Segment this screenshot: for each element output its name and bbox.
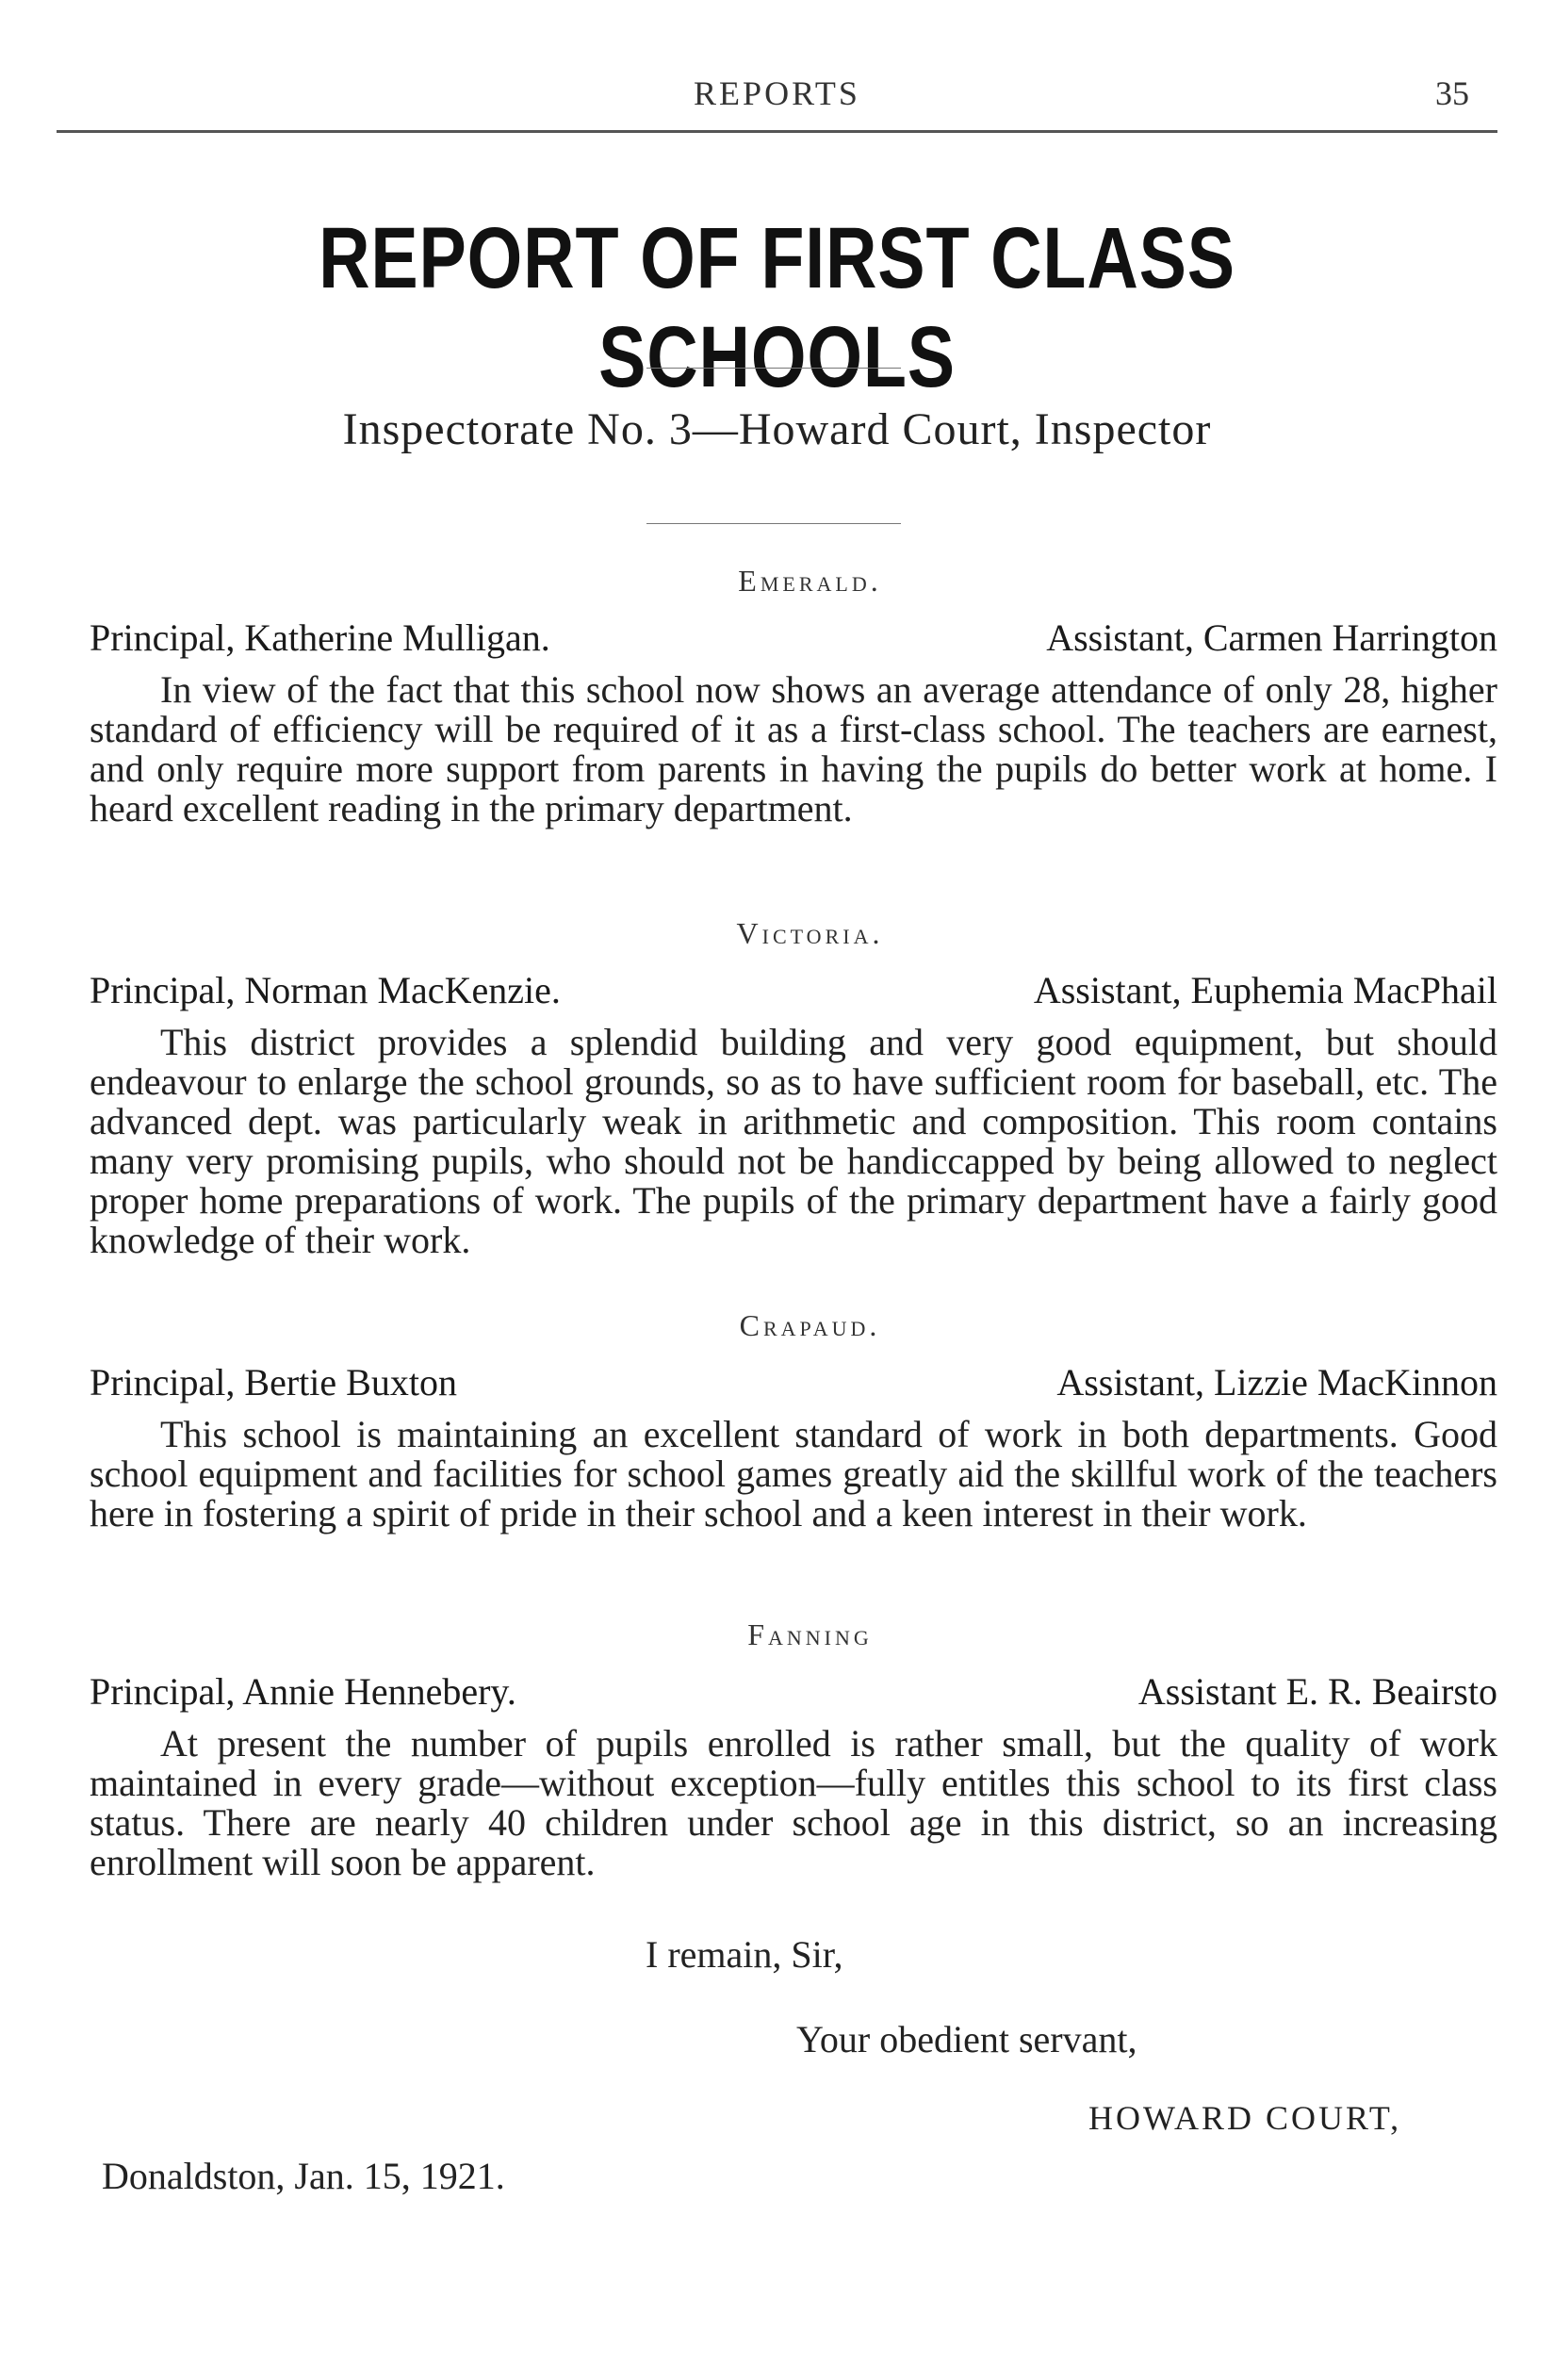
page-subtitle: Inspectorate No. 3—Howard Court, Inspector	[342, 404, 1212, 454]
school-section-crapaud	[90, 1308, 1497, 1534]
school-name: Victoria.	[736, 916, 884, 950]
place-date: Donaldston, Jan. 15, 1921.	[102, 2155, 505, 2197]
school-section-fanning	[90, 1617, 1497, 1882]
page-title: REPORT OF FIRST CLASS SCHOOLS	[319, 210, 1235, 405]
signature: HOWARD COURT,	[1088, 2099, 1402, 2137]
principal-name: Principal, Bertie Buxton	[90, 1361, 457, 1403]
school-report-paragraph: At present the number of pupils enrolled is rather small, but the quality of work maintained in every grade—without exception—fully entitles this school to its first class status. There are nearly 40 children under school age in this district, so an increasing enrollment will soon be apparent.	[90, 1722, 1497, 1883]
principal-name: Principal, Norman MacKenzie.	[90, 969, 561, 1011]
school-section-emerald	[90, 564, 1497, 829]
staff-line	[90, 616, 1497, 663]
subtitle-divider	[646, 523, 901, 524]
running-title: REPORTS	[694, 74, 860, 112]
school-report-paragraph: This school is maintaining an excellent standard of work in both departments. Good school equipment and facilities for school games greatly aid the skillful work of the teachers here in fostering a spirit of pride in their school and a keen interest in their work.	[90, 1413, 1497, 1535]
staff-line	[90, 968, 1497, 1015]
principal-name: Principal, Katherine Mulligan.	[90, 616, 550, 659]
school-name: Crapaud.	[739, 1308, 881, 1342]
school-report-paragraph: This district provides a splendid building and very good equipment, but should endeavour to enlarge the school grounds, so as to have sufficient room for baseball, etc. The advanced dept. was particularly weak in arithmetic and composition. This room contains many very promising pupils, who should not be handiccapped by being allowed to neglect proper home preparations of work. The pupils of the primary department have a fairly good knowledge of their work.	[90, 1021, 1497, 1261]
assistant-name: Assistant, Lizzie MacKinnon	[1056, 1361, 1497, 1403]
title-divider	[646, 368, 901, 369]
school-report-paragraph: In view of the fact that this school now shows an average attendance of only 28, higher standard of efficiency will be required of it as a first-class school. The teachers are earnest, and only require more support from parents in having the pupils do better work at home. I heard excellent reading in the primary department.	[90, 668, 1497, 829]
school-name: Fanning	[747, 1617, 873, 1651]
closing-servant: Your obedient servant,	[796, 2018, 1137, 2060]
assistant-name: Assistant E. R. Beairsto	[1137, 1670, 1497, 1713]
running-head	[57, 74, 1497, 133]
principal-name: Principal, Annie Hennebery.	[90, 1670, 516, 1713]
closing-remain: I remain, Sir,	[646, 1933, 843, 1976]
assistant-name: Assistant, Carmen Harrington	[1046, 616, 1497, 659]
staff-line	[90, 1669, 1497, 1716]
school-section-victoria	[90, 916, 1497, 1260]
staff-line	[90, 1360, 1497, 1407]
page-number: 35	[1435, 74, 1469, 112]
school-name: Emerald.	[738, 564, 882, 598]
assistant-name: Assistant, Euphemia MacPhail	[1033, 969, 1497, 1011]
